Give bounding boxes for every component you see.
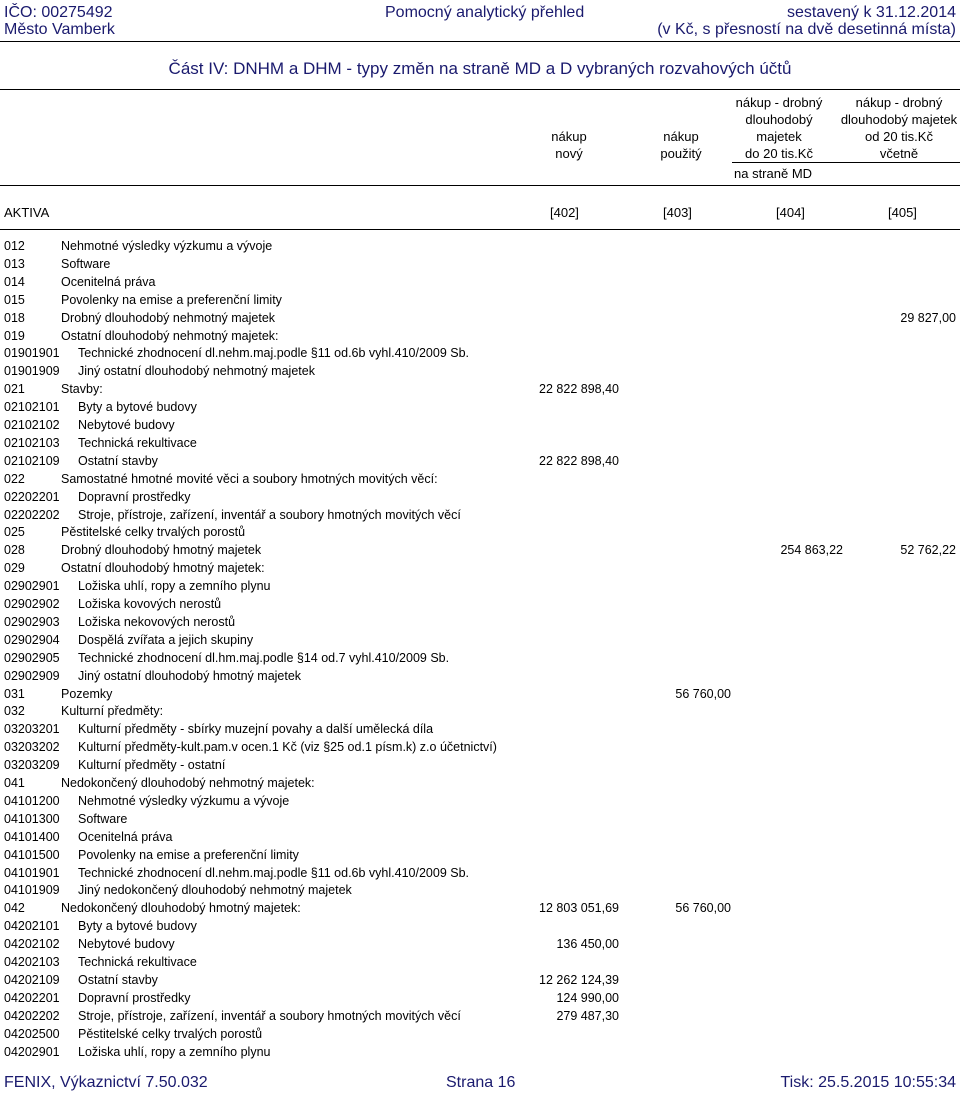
table-row [0,1007,960,1025]
account-code: 022 [4,471,25,486]
account-code: 04202102 [4,937,60,952]
software-label: FENIX, Výkaznictví 7.50.032 [4,1074,208,1091]
account-name: Technická rekultivace [78,955,197,969]
value-402: 12 803 051,69 [539,901,619,916]
table-row [0,434,960,452]
compiled-date: sestavený k 31.12.2014 [786,4,956,21]
account-code: 041 [4,776,25,790]
table-row [0,792,960,810]
account-name: Technické zhodnocení dl.nehm.maj.podle §11 od.6b vyhl.410/2009 Sb. [78,865,470,880]
table-row [0,309,960,327]
table-row [0,380,960,398]
account-name: Dospělá zvířata a jejich skupiny [78,632,254,647]
table-row [0,416,960,434]
table-row [0,935,960,953]
value-403: 56 760,00 [675,901,731,916]
side-label-rule [732,162,960,163]
page-number: Strana 16 [446,1074,516,1091]
account-name: Drobný dlouhodobý hmotný majetek [61,543,262,558]
account-code: 02902909 [4,668,60,683]
value-403: 56 760,00 [675,686,731,701]
account-code: 029 [4,561,25,576]
account-code: 04101901 [4,865,60,880]
table-row [0,774,960,792]
print-timestamp: Tisk: 25.5.2015 10:55:34 [780,1074,956,1091]
account-name: Ložiska nekovových nerostů [78,614,236,629]
account-name: Nehmotné výsledky výzkumu a vývoje [61,239,273,253]
account-code: 02102109 [4,453,60,468]
value-405: 52 762,22 [900,543,956,558]
ico-label: IČO: 00275492 [4,4,113,21]
col-code-404: [404] [776,205,805,220]
account-name: Ostatní stavby [78,972,158,987]
account-code: 04202201 [4,990,60,1005]
account-code: 031 [4,686,25,701]
col-code-403: [403] [663,205,692,220]
account-code: 04202901 [4,1044,60,1059]
account-name: Kulturní předměty - ostatní [78,758,226,773]
table-row [0,917,960,935]
account-code: 013 [4,256,25,271]
col-405-header: nákup - drobný dlouhodobý majetek od 20 tis.Kč včetně [840,95,958,161]
col-404-header: nákup - drobný dlouhodobý majetek do 20 tis.Kč [735,95,823,161]
account-name: Ložiska kovových nerostů [78,597,222,611]
account-name: Jiný nedokončený dlouhodobý nehmotný majetek [78,883,352,898]
account-name: Stroje, přístroje, zařízení, inventář a soubory hmotných movitých věcí [78,1008,461,1023]
table-row [0,291,960,309]
table-row [0,667,960,685]
table-row [0,488,960,506]
account-name: Byty a bytové budovy [78,400,197,415]
account-code: 04101400 [4,829,60,844]
aktiva-label: AKTIVA [4,205,50,220]
account-name: Nedokončený dlouhodobý hmotný majetek: [61,901,301,916]
table-row [0,631,960,649]
account-name: Jiný ostatní dlouhodobý nehmotný majetek [78,364,315,379]
account-name: Dopravní prostředky [78,489,191,504]
account-name: Pěstitelské celky trvalých porostů [78,1026,263,1041]
account-name: Nebytové budovy [78,418,175,432]
table-row [0,362,960,380]
account-code: 03203209 [4,758,60,773]
account-code: 021 [4,382,25,397]
account-name: Ložiska uhlí, ropy a zemního plynu [78,579,271,594]
table-row [0,846,960,864]
table-row [0,702,960,720]
table-row [0,255,960,273]
account-name: Technické zhodnocení dl.hm.maj.podle §14 od.7 vyhl.410/2009 Sb. [78,650,450,665]
account-code: 03203201 [4,722,60,737]
account-name: Pozemky [61,686,113,701]
account-code: 015 [4,292,25,307]
account-name: Kulturní předměty - sbírky muzejní povahy a další umělecká díla [78,722,434,737]
value-402: 22 822 898,40 [539,453,619,468]
account-code: 04101500 [4,847,60,862]
account-code: 04202202 [4,1008,60,1023]
account-name: Nehmotné výsledky výzkumu a vývoje [78,793,290,808]
table-row [0,810,960,828]
table-row [0,738,960,756]
account-name: Technické zhodnocení dl.nehm.maj.podle §11 od.6b vyhl.410/2009 Sb. [78,346,470,361]
table-row [0,828,960,846]
col-402-header: nákup nový [551,129,587,161]
table-row [0,327,960,345]
table-row [0,971,960,989]
account-code: 02902902 [4,597,60,611]
value-402: 22 822 898,40 [539,382,619,397]
account-name: Dopravní prostředky [78,990,191,1005]
value-402: 124 990,00 [556,990,619,1005]
account-code: 032 [4,704,25,719]
account-code: 04202109 [4,972,60,987]
account-name: Technická rekultivace [78,435,197,450]
account-code: 04101909 [4,883,60,898]
account-code: 04202500 [4,1026,60,1041]
table-row [0,470,960,488]
account-name: Kulturní předměty: [61,704,164,719]
table-row [0,452,960,470]
account-code: 02102102 [4,418,60,432]
table-row [0,541,960,559]
section-title: Část IV: DNHM a DHM - typy změn na straně MD a D vybraných rozvahových účtů [168,59,792,78]
table-row [0,506,960,524]
table-row [0,595,960,613]
side-label: na straně MD [734,166,813,181]
account-code: 018 [4,310,25,325]
table-row [0,398,960,416]
table-row [0,953,960,971]
city-label: Město Vamberk [4,21,115,38]
value-404: 254 863,22 [780,543,843,558]
table-row [0,864,960,882]
account-name: Byty a bytové budovy [78,919,197,934]
account-code: 042 [4,901,25,916]
table-row [0,989,960,1007]
account-code: 03203202 [4,740,60,755]
account-name: Povolenky na emise a preferenční limity [61,292,282,307]
account-code: 02902905 [4,650,60,665]
account-code: 01901909 [4,364,60,379]
account-name: Ocenitelná práva [78,829,173,844]
table-row [0,344,960,362]
table-top-rule [0,89,960,90]
table-row [0,613,960,631]
table-row [0,237,960,255]
account-code: 02102101 [4,400,60,415]
account-name: Kulturní předměty-kult.pam.v ocen.1 Kč (viz §25 od.1 písm.k) z.o účetnictví) [78,740,497,755]
table-row [0,559,960,577]
account-name: Ocenitelná práva [61,274,156,289]
header-bottom-rule [0,185,960,186]
account-name: Software [78,811,128,826]
table-row [0,523,960,541]
account-name: Software [61,256,111,271]
account-name: Ostatní stavby [78,453,158,468]
col-code-405: [405] [888,205,917,220]
account-name: Nedokončený dlouhodobý nehmotný majetek: [61,776,315,790]
precision-note: (v Kč, s přesností na dvě desetinná místa) [657,21,956,38]
account-name: Ostatní dlouhodobý hmotný majetek: [61,561,265,576]
table-row [0,881,960,899]
account-name: Nebytové budovy [78,937,175,952]
account-code: 02202201 [4,489,60,504]
table-row [0,1025,960,1043]
header-rule [0,41,960,42]
account-code: 019 [4,328,25,343]
account-name: Ložiska uhlí, ropy a zemního plynu [78,1044,271,1059]
table-header-rule [0,229,960,230]
table-row [0,273,960,291]
table-row [0,649,960,667]
account-name: Pěstitelské celky trvalých porostů [61,525,246,540]
account-code: 025 [4,525,25,540]
table-row [0,1043,960,1061]
account-code: 028 [4,543,25,558]
table-row [0,720,960,738]
value-402: 12 262 124,39 [539,972,619,987]
account-code: 04202101 [4,919,60,934]
account-name: Jiný ostatní dlouhodobý hmotný majetek [78,668,302,683]
value-402: 136 450,00 [556,937,619,952]
account-code: 04101200 [4,793,60,808]
account-code: 04101300 [4,811,60,826]
col-code-402: [402] [550,205,579,220]
col-403-header: nákup použitý [660,129,702,161]
account-code: 01901901 [4,346,60,361]
account-name: Povolenky na emise a preferenční limity [78,847,299,862]
table-row [0,899,960,917]
account-code: 04202103 [4,955,60,969]
report-title: Pomocný analytický přehled [385,4,585,21]
account-name: Drobný dlouhodobý nehmotný majetek [61,310,276,325]
value-402: 279 487,30 [556,1008,619,1023]
value-405: 29 827,00 [900,310,956,325]
account-name: Stroje, přístroje, zařízení, inventář a soubory hmotných movitých věcí [78,507,461,522]
account-name: Stavby: [61,382,103,397]
table-row [0,685,960,703]
account-code: 02902903 [4,614,60,629]
account-code: 012 [4,239,25,253]
account-name: Ostatní dlouhodobý nehmotný majetek: [61,328,279,343]
account-code: 02102103 [4,435,60,450]
account-code: 02202202 [4,507,60,522]
account-code: 014 [4,274,25,289]
table-row [0,577,960,595]
table-row [0,756,960,774]
account-name: Samostatné hmotné movité věci a soubory hmotných movitých věcí: [61,471,438,486]
account-code: 02902904 [4,632,60,647]
account-code: 02902901 [4,579,60,594]
